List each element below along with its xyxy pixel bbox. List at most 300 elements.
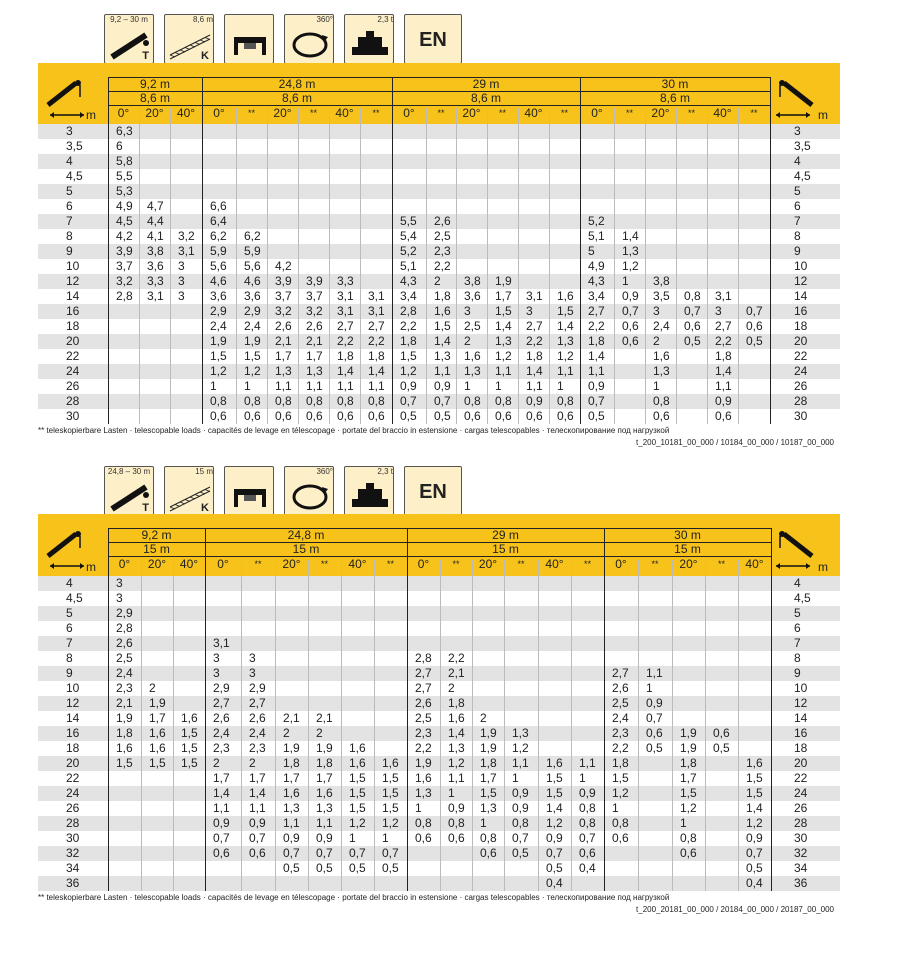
load-cell: 1,5 — [480, 786, 497, 800]
table-row — [38, 801, 840, 816]
load-cell: 1,1 — [526, 379, 543, 393]
load-cell: 0,6 — [249, 846, 266, 860]
load-cell: 1,9 — [680, 726, 697, 740]
angle-header: 0° — [403, 106, 415, 120]
jib-length-header: 15 m — [674, 542, 701, 556]
load-cell: 0,6 — [337, 409, 354, 423]
load-cell: 1 — [495, 379, 502, 393]
footnote: ** teleskopierbare Lasten · telescopable loads · capacités de levage en télescopage · portate del braccio in estensione · cargas telescopables · телескопирование под нагрузкой — [38, 426, 670, 435]
radius-cell: 16 — [794, 304, 808, 318]
load-cell: 0,7 — [646, 711, 663, 725]
load-cell: 3 — [715, 304, 722, 318]
load-cell: 2,7 — [213, 696, 230, 710]
radius-cell: 36 — [794, 876, 808, 890]
load-cell: 0,9 — [283, 831, 300, 845]
load-cell: 1,3 — [464, 364, 481, 378]
radius-cell: 14 — [794, 289, 808, 303]
radius-cell: 5 — [66, 606, 73, 620]
load-cell: 2,2 — [400, 319, 417, 333]
load-cell: 2,1 — [448, 666, 465, 680]
angle-header: 40° — [745, 557, 764, 571]
angle-header: ** — [254, 559, 262, 569]
table-row — [38, 741, 840, 756]
angle-header: 20° — [478, 557, 498, 571]
load-cell: 3,9 — [275, 274, 292, 288]
counterweight-icon — [344, 14, 394, 64]
load-cell: 0,7 — [434, 394, 451, 408]
column-divider — [771, 528, 772, 891]
config-icons — [104, 466, 462, 518]
load-cell: 1,7 — [316, 771, 333, 785]
load-cell: 0,7 — [400, 394, 417, 408]
reference-code: t_200_20181_00_000 / 20184_00_000 / 20187_00_000 — [636, 905, 834, 914]
load-cell: 0,9 — [646, 696, 663, 710]
header-rule — [202, 91, 392, 92]
load-cell: 1,3 — [480, 801, 497, 815]
load-cell: 0,6 — [646, 726, 663, 740]
angle-header: ** — [452, 559, 460, 569]
load-cell: 1,8 — [283, 756, 300, 770]
load-cell: 2,2 — [448, 651, 465, 665]
load-cell: 1,5 — [382, 771, 399, 785]
table-row — [38, 771, 840, 786]
crane-radius-icon-left — [44, 526, 88, 570]
load-cell: 0,8 — [480, 831, 497, 845]
load-cell: 1,2 — [680, 801, 697, 815]
angle-header: 0° — [118, 557, 131, 571]
header-rule — [108, 542, 205, 543]
boom-letter: T — [142, 50, 149, 62]
jib-length-header: 8,6 m — [281, 91, 312, 105]
load-cell: 1,6 — [464, 349, 481, 363]
load-cell: 3,1 — [147, 289, 164, 303]
load-cell: 1,3 — [512, 726, 529, 740]
radius-cell: 32 — [66, 846, 80, 860]
column-divider — [392, 77, 393, 424]
counterweight-label: 2,3 t — [377, 467, 393, 476]
load-cell: 2,5 — [612, 696, 629, 710]
load-cell: 5,4 — [400, 229, 417, 243]
radius-cell: 26 — [66, 379, 80, 393]
angle-header: 40° — [335, 106, 354, 120]
load-cell: 5,2 — [400, 244, 417, 258]
jib-length-label: 15 m — [195, 467, 213, 476]
load-cell: 2,4 — [116, 666, 133, 680]
column-divider — [645, 108, 646, 424]
load-cell: 0,6 — [684, 319, 701, 333]
telescopic-boom-icon — [104, 14, 154, 64]
load-cell: 4,6 — [244, 274, 261, 288]
jib-length-header: 8,6 m — [470, 91, 501, 105]
column-divider — [407, 528, 408, 891]
load-cell: 2 — [316, 726, 323, 740]
radius-cell: 7 — [66, 636, 73, 650]
boom-length-header: 29 m — [492, 528, 519, 542]
table-row — [38, 651, 840, 666]
load-cell: 1,5 — [434, 319, 451, 333]
table-row — [38, 184, 840, 199]
header-rule — [108, 105, 202, 106]
radius-cell: 26 — [794, 801, 808, 815]
load-cell: 1,5 — [746, 771, 763, 785]
load-cell: 1,6 — [415, 771, 432, 785]
load-cell: 2,7 — [588, 304, 605, 318]
load-cell: 1,9 — [480, 741, 497, 755]
angle-header: 0° — [213, 106, 225, 120]
header-rule — [407, 542, 604, 543]
load-cell: 0,6 — [680, 846, 697, 860]
load-cell: 1,9 — [210, 334, 227, 348]
jib-letter: K — [201, 502, 209, 514]
load-cell: 0,8 — [210, 394, 227, 408]
boom-length-label: 24,8 – 30 m — [107, 467, 151, 476]
load-cell: 1,2 — [746, 816, 763, 830]
column-divider — [705, 560, 706, 891]
radius-cell: 20 — [794, 334, 808, 348]
load-cell: 1,9 — [283, 741, 300, 755]
load-cell: 0,4 — [746, 876, 763, 890]
rotation-icon — [284, 466, 334, 516]
radius-cell: 22 — [794, 349, 808, 363]
radius-cell: 8 — [66, 651, 73, 665]
load-cell: 1,1 — [283, 816, 300, 830]
unit-right: m — [818, 108, 828, 122]
load-cell: 2 — [480, 711, 487, 725]
angle-header: 20° — [147, 557, 167, 571]
load-cell: 2,7 — [415, 681, 432, 695]
load-cell: 1,2 — [349, 816, 366, 830]
load-cell: 5,5 — [400, 214, 417, 228]
load-cell: 2,4 — [249, 726, 266, 740]
load-cell: 1,2 — [400, 364, 417, 378]
load-cell: 3,4 — [588, 289, 605, 303]
header-rule — [108, 77, 770, 78]
load-cell: 2,7 — [415, 666, 432, 680]
load-cell: 1,3 — [415, 786, 432, 800]
angle-header: ** — [583, 559, 591, 569]
table-row — [38, 139, 840, 154]
load-cell: 1,4 — [213, 786, 230, 800]
table-row — [38, 576, 840, 591]
radius-cell: 30 — [66, 831, 80, 845]
load-cell: 2,7 — [612, 666, 629, 680]
load-cell: 1,1 — [275, 379, 292, 393]
radius-cell: 34 — [794, 861, 808, 875]
radius-cell: 18 — [66, 319, 80, 333]
load-cell: 0,9 — [434, 379, 451, 393]
header-rule — [580, 91, 770, 92]
load-cell: 2,1 — [306, 334, 323, 348]
outrigger-icon — [224, 14, 274, 64]
load-cell: 1,6 — [316, 786, 333, 800]
header-rule — [604, 556, 771, 557]
load-cell: 1,5 — [181, 726, 198, 740]
radius-cell: 4 — [794, 154, 801, 168]
boom-length-header: 29 m — [472, 77, 500, 91]
load-cell: 3,2 — [116, 274, 133, 288]
load-cell: 0,8 — [579, 816, 596, 830]
table-row — [38, 154, 840, 169]
table-row — [38, 334, 840, 349]
load-cell: 5,9 — [210, 244, 227, 258]
load-cell: 1,1 — [715, 379, 732, 393]
load-cell: 1,6 — [149, 741, 166, 755]
boom-length-header: 24,8 m — [287, 528, 325, 542]
load-cell: 1,1 — [337, 379, 354, 393]
radius-cell: 20 — [66, 756, 80, 770]
header-rule — [580, 105, 770, 106]
load-cell: 2,9 — [249, 681, 266, 695]
column-divider — [504, 560, 505, 891]
load-cell: 0,7 — [349, 846, 366, 860]
load-cell: 1,7 — [249, 771, 266, 785]
load-cell: 2,8 — [400, 304, 417, 318]
load-cell: 0,7 — [316, 846, 333, 860]
load-cell: 4,6 — [210, 274, 227, 288]
load-cell: 3,6 — [464, 289, 481, 303]
load-cell: 4,9 — [588, 259, 605, 273]
angle-header: ** — [651, 559, 659, 569]
load-cell: 0,7 — [512, 831, 529, 845]
load-cell: 1,6 — [181, 711, 198, 725]
load-cell: 1,5 — [149, 756, 166, 770]
table-row — [38, 349, 840, 364]
header-rule — [108, 528, 771, 529]
load-cell: 3 — [526, 304, 533, 318]
load-cell: 0,9 — [249, 816, 266, 830]
radius-cell: 28 — [794, 394, 808, 408]
load-cell: 2,9 — [210, 304, 227, 318]
load-cell: 1,8 — [368, 349, 385, 363]
load-cell: 1,1 — [579, 756, 596, 770]
load-cell: 0,8 — [306, 394, 323, 408]
language-badge: EN — [404, 466, 462, 516]
load-cell: 1,1 — [495, 364, 512, 378]
load-cell: 1 — [622, 274, 629, 288]
load-cell: 4,9 — [116, 199, 133, 213]
lattice-jib-icon — [164, 14, 214, 64]
load-cell: 1 — [415, 801, 422, 815]
load-cell: 5,1 — [588, 229, 605, 243]
load-cell: 3,1 — [337, 304, 354, 318]
column-divider — [571, 560, 572, 891]
table-row — [38, 169, 840, 184]
load-cell: 0,7 — [546, 846, 563, 860]
counterweight-icon — [344, 466, 394, 516]
radius-cell: 5 — [794, 184, 801, 198]
load-cell: 1,1 — [512, 756, 529, 770]
load-cell: 1,5 — [116, 756, 133, 770]
load-cell: 5,6 — [244, 259, 261, 273]
load-cell: 2,7 — [526, 319, 543, 333]
angle-header: ** — [247, 108, 255, 118]
load-cell: 0,6 — [480, 846, 497, 860]
angle-header: ** — [750, 108, 758, 118]
load-cell: 1 — [210, 379, 217, 393]
load-cell: 3 — [178, 274, 185, 288]
jib-length-header: 8,6 m — [139, 91, 170, 105]
load-cell: 1,7 — [283, 771, 300, 785]
load-cell: 1,1 — [434, 364, 451, 378]
radius-cell: 4 — [794, 576, 801, 590]
table-row — [38, 846, 840, 861]
radius-cell: 30 — [794, 409, 808, 423]
table-header — [38, 63, 840, 124]
load-cell: 1,8 — [400, 334, 417, 348]
load-cell: 3,7 — [275, 289, 292, 303]
angle-header: ** — [320, 559, 328, 569]
load-cell: 2 — [464, 334, 471, 348]
load-cell: 0,6 — [622, 334, 639, 348]
load-cell: 0,9 — [512, 786, 529, 800]
load-cell: 1,2 — [546, 816, 563, 830]
load-cell: 1,4 — [448, 726, 465, 740]
load-cell: 1,1 — [249, 801, 266, 815]
radius-cell: 10 — [66, 259, 80, 273]
load-cell: 0,8 — [612, 816, 629, 830]
column-divider — [518, 108, 519, 424]
load-cell: 2,2 — [368, 334, 385, 348]
load-cell: 0,5 — [684, 334, 701, 348]
column-divider — [676, 108, 677, 424]
load-cell: 1,5 — [557, 304, 574, 318]
load-cell: 1,5 — [181, 756, 198, 770]
load-cell: 1,6 — [448, 711, 465, 725]
table-row — [38, 244, 840, 259]
load-cell: 1 — [579, 771, 586, 785]
radius-cell: 4,5 — [794, 169, 811, 183]
load-cell: 1,5 — [546, 771, 563, 785]
load-cell: 3 — [249, 651, 256, 665]
load-cell: 1 — [612, 801, 619, 815]
radius-cell: 3,5 — [66, 139, 83, 153]
radius-cell: 22 — [794, 771, 808, 785]
load-cell: 1,3 — [495, 334, 512, 348]
load-cell: 0,5 — [546, 861, 563, 875]
load-cell: 0,9 — [579, 786, 596, 800]
load-cell: 1,4 — [495, 319, 512, 333]
load-cell: 1,4 — [622, 229, 639, 243]
column-divider — [738, 560, 739, 891]
load-cell: 3,2 — [178, 229, 195, 243]
angle-header: 40° — [713, 106, 732, 120]
column-divider — [360, 108, 361, 424]
table-row — [38, 229, 840, 244]
load-cell: 0,5 — [746, 334, 763, 348]
header-rule — [205, 542, 407, 543]
load-cell: 4,7 — [147, 199, 164, 213]
jib-length-header: 15 m — [292, 542, 320, 556]
load-cell: 2,5 — [415, 711, 432, 725]
load-cell: 0,5 — [512, 846, 529, 860]
load-cell: 0,7 — [746, 304, 763, 318]
radius-cell: 10 — [66, 681, 80, 695]
load-cell: 1,7 — [149, 711, 166, 725]
load-cell: 1,2 — [244, 364, 261, 378]
column-divider — [108, 528, 109, 891]
column-divider — [170, 108, 171, 424]
radius-cell: 24 — [794, 786, 808, 800]
load-cell: 2,3 — [249, 741, 266, 755]
radius-cell: 4,5 — [66, 169, 83, 183]
radius-cell: 16 — [66, 726, 80, 740]
load-cell: 3 — [178, 289, 185, 303]
load-cell: 0,8 — [415, 816, 432, 830]
angle-header: 40° — [176, 106, 196, 120]
load-cell: 2,6 — [612, 681, 629, 695]
rotation-label: 360° — [316, 467, 333, 476]
load-cell: 1,3 — [448, 741, 465, 755]
column-divider — [329, 108, 330, 424]
radius-cell: 8 — [66, 229, 73, 243]
load-cell: 2,2 — [337, 334, 354, 348]
load-cell: 1,6 — [283, 786, 300, 800]
load-cell: 0,5 — [713, 741, 730, 755]
table-row — [38, 756, 840, 771]
load-cell: 2,3 — [415, 726, 432, 740]
load-cell: 3,5 — [653, 289, 670, 303]
load-cell: 1 — [557, 379, 564, 393]
load-cell: 2 — [249, 756, 256, 770]
load-cell: 3,1 — [715, 289, 732, 303]
load-cell: 1,1 — [316, 816, 333, 830]
counterweight-label: 2,3 t — [377, 15, 393, 24]
column-divider — [440, 560, 441, 891]
load-cell: 2,6 — [213, 711, 230, 725]
load-cell: 1,6 — [349, 741, 366, 755]
load-cell: 6 — [116, 139, 123, 153]
angle-header: 20° — [273, 106, 292, 120]
column-divider — [141, 560, 142, 891]
radius-cell: 14 — [66, 289, 80, 303]
load-cell: 1,9 — [495, 274, 512, 288]
load-cell: 0,7 — [579, 831, 596, 845]
radius-cell: 3 — [66, 124, 73, 138]
load-cell: 0,7 — [249, 831, 266, 845]
load-cell: 1,2 — [512, 741, 529, 755]
load-cell: 1,3 — [306, 364, 323, 378]
angle-header: 20° — [145, 106, 164, 120]
header-rule — [392, 91, 580, 92]
load-cell: 0,7 — [684, 304, 701, 318]
load-cell: 1,5 — [181, 741, 198, 755]
angle-header: 40° — [348, 557, 367, 571]
load-cell: 2,3 — [213, 741, 230, 755]
load-cell: 1 — [244, 379, 251, 393]
radius-cell: 9 — [794, 244, 801, 258]
load-cell: 1,6 — [149, 726, 166, 740]
radius-cell: 7 — [794, 636, 801, 650]
column-divider — [738, 108, 739, 424]
radius-cell: 12 — [794, 696, 808, 710]
load-cell: 3,1 — [337, 289, 354, 303]
load-cell: 1 — [680, 816, 687, 830]
load-cell: 2 — [283, 726, 290, 740]
boom-length-header: 30 m — [661, 77, 689, 91]
column-divider — [341, 560, 342, 891]
table-row — [38, 831, 840, 846]
header-rule — [108, 556, 205, 557]
jib-length-header: 15 m — [143, 542, 170, 556]
load-cell: 0,6 — [612, 831, 629, 845]
load-cell: 0,9 — [746, 831, 763, 845]
table-row — [38, 681, 840, 696]
table-row — [38, 666, 840, 681]
table-row — [38, 214, 840, 229]
load-cell: 1,1 — [588, 364, 605, 378]
load-cell: 1 — [646, 681, 653, 695]
column-divider — [308, 560, 309, 891]
